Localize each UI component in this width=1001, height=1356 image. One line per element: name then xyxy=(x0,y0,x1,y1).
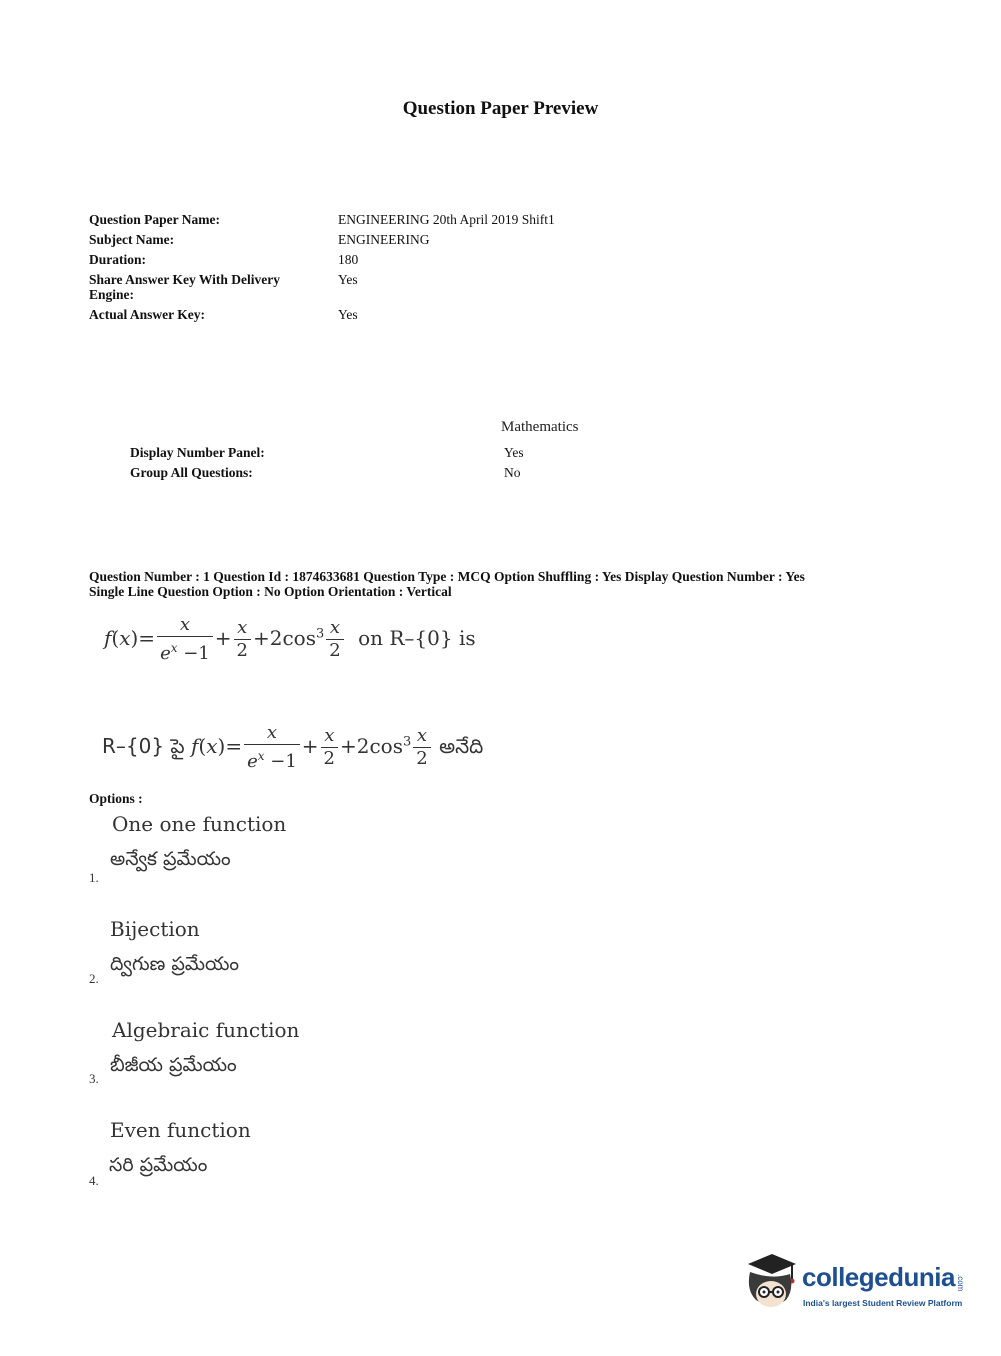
option-3-text-te: బీజీయ ప్రమేయం xyxy=(110,1054,237,1076)
group-all-questions-value: No xyxy=(504,465,521,480)
paper-name-label: Question Paper Name: xyxy=(89,212,220,227)
paper-name-value: ENGINEERING 20th April 2019 Shift1 xyxy=(338,212,555,227)
question-formula-te: R–{0} పై f(x)= $\frac{x}{e^x -1}$ + $\frac{x}{2}$ $+2\cos^3$ $\frac{x}{2}$ అనేది xyxy=(102,722,484,772)
option-1-number: 1. xyxy=(89,870,99,885)
actual-answer-key-label: Actual Answer Key: xyxy=(89,307,205,322)
options-label: Options : xyxy=(89,791,143,806)
section-name: Mathematics xyxy=(501,419,579,435)
option-1-text-te: అన్వేక ప్రమేయం xyxy=(110,848,231,870)
question-meta-line1: Question Number : 1 Question Id : 1874633681 Question Type : MCQ Option Shuffling : Yes Display Question Number : Yes xyxy=(89,569,805,584)
question-formula-en: f(x)= $\frac{x}{e^x -1}$ + $\frac{x}{2}$ $+2\cos^3$ $\frac{x}{2}$ on R–{0} is xyxy=(104,614,476,664)
mascot-icon xyxy=(742,1250,800,1312)
option-2-text-te: ద్విగుణ ప్రమేయం xyxy=(110,953,240,975)
option-4-number: 4. xyxy=(89,1173,99,1188)
duration-label: Duration: xyxy=(89,252,146,267)
question-prefix-te: R–{0} పై xyxy=(102,734,185,758)
question-text-en: on R–{0} is xyxy=(358,626,476,650)
share-answer-key-label: Share Answer Key With Delivery Engine: xyxy=(89,272,280,302)
brand-tagline: India's largest Student Review Platform xyxy=(803,1298,963,1308)
actual-answer-key-value: Yes xyxy=(338,307,358,322)
display-number-panel-value: Yes xyxy=(504,445,524,460)
display-number-panel-label: Display Number Panel: xyxy=(130,445,265,460)
share-answer-key-value: Yes xyxy=(338,272,358,287)
option-4-text-te: సరి ప్రమేయం xyxy=(109,1154,208,1176)
option-2-text-en: Bijection xyxy=(110,917,200,941)
brand-tld: .com xyxy=(956,1274,965,1292)
question-meta-line2: Single Line Question Option : No Option Orientation : Vertical xyxy=(89,584,452,599)
brand-name: collegedunia xyxy=(802,1262,955,1292)
collegedunia-logo[interactable] xyxy=(742,1250,972,1320)
option-3-number: 3. xyxy=(89,1071,99,1086)
question-meta xyxy=(89,569,909,599)
question-suffix-te: అనేది xyxy=(439,734,484,758)
subject-name-value: ENGINEERING xyxy=(338,232,430,247)
group-all-questions-label: Group All Questions: xyxy=(130,465,253,480)
option-4-text-en: Even function xyxy=(110,1118,251,1142)
subject-name-label: Subject Name: xyxy=(89,232,175,247)
duration-value: 180 xyxy=(338,252,359,267)
option-3-text-en: Algebraic function xyxy=(112,1018,300,1042)
option-1-text-en: One one function xyxy=(112,812,287,836)
option-2-number: 2. xyxy=(89,971,99,986)
page-title: Question Paper Preview xyxy=(402,98,599,119)
